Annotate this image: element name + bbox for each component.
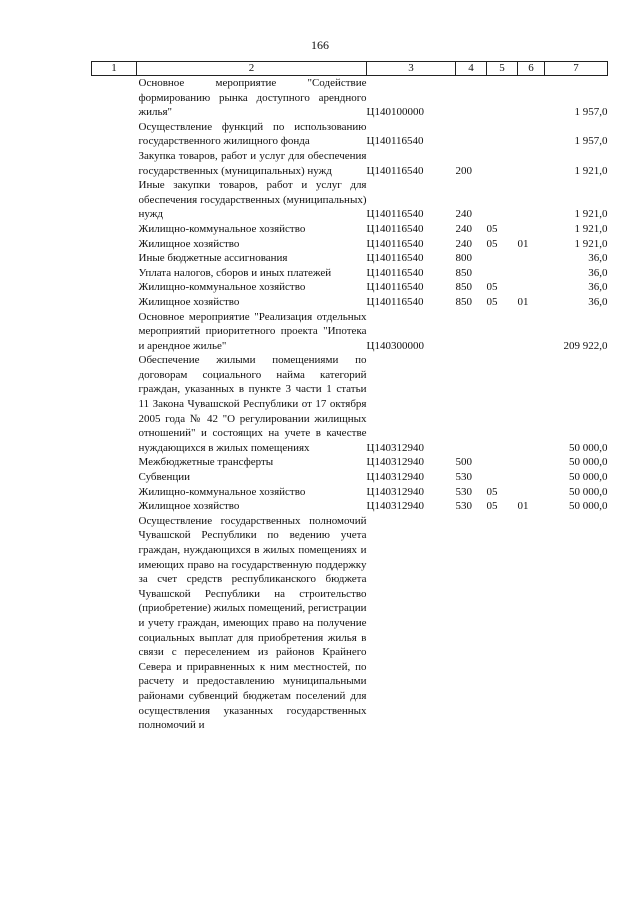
item-name-cell xyxy=(137,266,367,281)
item-name-cell xyxy=(137,237,367,252)
section-cell xyxy=(487,310,518,354)
item-name-text: Осуществление государственных полномочий Чувашской Республики по ведению учета граждан, нуждающихся в жилых помещениях и имеющих право на государственную поддержку за счет средств республиканского бюджета Чувашской Республики на строительство (приобретение) жилых помещений, регистрации и учету граждан, имеющих право на получение социальных выплат для приобретения жилья в связи с переселением из районов Крайнего Севера и приравненных к ним местностей, по расчету и предоставлению муниципальными районами субвенций бюджетам поселений для осуществления указанных государственных полномочий и xyxy=(138,514,367,732)
expense-type-cell: 500 xyxy=(455,456,472,469)
subsection-cell xyxy=(518,251,545,266)
item-name-cell xyxy=(137,251,367,266)
row-number-cell xyxy=(92,280,137,295)
subsection-cell xyxy=(518,149,545,178)
budget-table xyxy=(91,61,608,733)
row-number-cell xyxy=(92,120,137,149)
amount-cell: 36,0 xyxy=(588,281,608,294)
expense-type-cell xyxy=(456,514,487,733)
table-row xyxy=(92,353,608,455)
target-code-cell: Ц140116540 xyxy=(366,237,424,250)
amount-cell: 36,0 xyxy=(588,266,608,279)
target-code-cell: Ц140312940 xyxy=(366,456,424,469)
section-cell xyxy=(487,266,518,281)
row-number-cell xyxy=(92,295,137,310)
target-code-cell: Ц140312940 xyxy=(366,441,424,454)
section-cell: 05 xyxy=(486,222,498,235)
item-name-cell xyxy=(137,499,367,514)
subsection-cell: 01 xyxy=(517,237,529,250)
expense-type-cell: 240 xyxy=(455,208,472,221)
subsection-cell xyxy=(518,280,545,295)
section-cell xyxy=(487,178,518,222)
item-name-text: Осуществление функций по использованию государственного жилищного фонда xyxy=(138,120,367,148)
table-row xyxy=(92,310,608,354)
subsection-cell xyxy=(518,353,545,455)
expense-type-cell xyxy=(456,353,487,455)
table-body xyxy=(92,76,608,733)
subsection-cell xyxy=(518,178,545,222)
item-name-text: Жилищно-коммунальное хозяйство xyxy=(138,485,306,498)
subsection-cell: 01 xyxy=(517,295,529,308)
row-number-cell xyxy=(92,266,137,281)
subsection-cell xyxy=(518,310,545,354)
subsection-cell xyxy=(518,514,545,733)
section-cell xyxy=(487,455,518,470)
table-row xyxy=(92,222,608,237)
amount-cell: 1 921,0 xyxy=(574,164,608,177)
item-name-cell xyxy=(137,76,367,120)
header-col-7: 7 xyxy=(545,62,608,76)
header-col-5: 5 xyxy=(487,62,518,76)
item-name-text: Основное мероприятие "Содействие формированию рынка доступного арендного жилья" xyxy=(138,77,367,119)
item-name-cell xyxy=(137,295,367,310)
item-name-cell xyxy=(137,470,367,485)
table-row xyxy=(92,251,608,266)
table-row xyxy=(92,455,608,470)
item-name-cell xyxy=(137,178,367,222)
item-name-text: Обеспечение жилыми помещениями по договорам социального найма категорий граждан, указанных в пункте 3 части 1 статьи 11 Закона Чувашской Республики от 17 октября 2005 года № 42 "О регулировании жилищных отношений" и состоящих на учете в качестве нуждающихся в жилых помещениях xyxy=(138,354,367,454)
target-code-cell: Ц140100000 xyxy=(366,106,424,119)
target-code-cell: Ц140312940 xyxy=(366,471,424,484)
row-number-cell xyxy=(92,251,137,266)
expense-type-cell: 530 xyxy=(455,500,472,513)
row-number-cell xyxy=(92,222,137,237)
target-code-cell: Ц140312940 xyxy=(366,500,424,513)
subsection-cell xyxy=(518,485,545,500)
item-name-text: Межбюджетные трансферты xyxy=(138,456,274,469)
row-number-cell xyxy=(92,455,137,470)
item-name-cell xyxy=(137,353,367,455)
item-name-cell xyxy=(137,280,367,295)
amount-cell: 1 921,0 xyxy=(574,237,608,250)
table-row xyxy=(92,499,608,514)
table-row xyxy=(92,266,608,281)
item-name-text: Иные закупки товаров, работ и услуг для обеспечения государственных (муниципальных) нужд xyxy=(138,179,367,221)
amount-cell: 1 957,0 xyxy=(574,106,608,119)
subsection-cell: 01 xyxy=(517,500,529,513)
item-name-text: Жилищное хозяйство xyxy=(138,500,240,513)
section-cell: 05 xyxy=(486,237,498,250)
table-row xyxy=(92,485,608,500)
header-col-4: 4 xyxy=(456,62,487,76)
row-number-cell xyxy=(92,149,137,178)
row-number-cell xyxy=(92,237,137,252)
expense-type-cell: 530 xyxy=(455,471,472,484)
subsection-cell xyxy=(518,455,545,470)
item-name-text: Жилищное хозяйство xyxy=(138,237,240,250)
item-name-cell xyxy=(137,222,367,237)
item-name-cell xyxy=(137,120,367,149)
item-name-text: Жилищно-коммунальное хозяйство xyxy=(138,281,306,294)
expense-type-cell: 800 xyxy=(455,252,472,265)
amount-cell: 36,0 xyxy=(588,252,608,265)
target-code-cell: Ц140300000 xyxy=(366,339,424,352)
section-cell xyxy=(487,353,518,455)
row-number-cell xyxy=(92,514,137,733)
table-row xyxy=(92,280,608,295)
table-row xyxy=(92,120,608,149)
item-name-cell xyxy=(137,149,367,178)
target-code-cell: Ц140116540 xyxy=(366,164,424,177)
amount-cell: 50 000,0 xyxy=(569,485,608,498)
section-cell xyxy=(487,76,518,120)
amount-cell: 50 000,0 xyxy=(569,456,608,469)
section-cell xyxy=(487,120,518,149)
amount-cell: 50 000,0 xyxy=(569,441,608,454)
amount-cell: 1 957,0 xyxy=(574,135,608,148)
item-name-cell xyxy=(137,514,367,733)
amount-cell: 1 921,0 xyxy=(574,208,608,221)
target-code-cell: Ц140116540 xyxy=(366,252,424,265)
item-name-text: Закупка товаров, работ и услуг для обеспечения государственных (муниципальных) нужд xyxy=(138,149,367,177)
item-name-cell xyxy=(137,310,367,354)
header-col-1: 1 xyxy=(92,62,137,76)
row-number-cell xyxy=(92,470,137,485)
section-cell: 05 xyxy=(486,295,498,308)
target-code-cell: Ц140312940 xyxy=(366,485,424,498)
amount-cell: 50 000,0 xyxy=(569,471,608,484)
item-name-text: Основное мероприятие "Реализация отдельных мероприятий приоритетного проекта "Ипотека и арендное жилье" xyxy=(138,310,367,352)
item-name-cell xyxy=(137,485,367,500)
section-cell: 05 xyxy=(486,500,498,513)
item-name-text: Жилищное хозяйство xyxy=(138,295,240,308)
row-number-cell xyxy=(92,178,137,222)
amount-cell: 50 000,0 xyxy=(569,500,608,513)
table-row xyxy=(92,514,608,733)
header-col-3: 3 xyxy=(367,62,456,76)
expense-type-cell: 850 xyxy=(455,266,472,279)
row-number-cell xyxy=(92,310,137,354)
target-code-cell: Ц140116540 xyxy=(366,208,424,221)
item-name-text: Субвенции xyxy=(138,471,191,484)
item-name-text: Уплата налогов, сборов и иных платежей xyxy=(138,266,332,279)
expense-type-cell: 850 xyxy=(455,295,472,308)
target-code-cell: Ц140116540 xyxy=(366,266,424,279)
expense-type-cell: 200 xyxy=(455,164,472,177)
table-row xyxy=(92,295,608,310)
section-cell: 05 xyxy=(486,281,498,294)
section-cell xyxy=(487,251,518,266)
expense-type-cell: 850 xyxy=(455,281,472,294)
table-row xyxy=(92,237,608,252)
subsection-cell xyxy=(518,266,545,281)
row-number-cell xyxy=(92,499,137,514)
section-cell xyxy=(487,470,518,485)
item-name-text: Жилищно-коммунальное хозяйство xyxy=(138,222,306,235)
subsection-cell xyxy=(518,120,545,149)
table-header-row xyxy=(92,62,608,76)
expense-type-cell xyxy=(456,120,487,149)
item-name-text: Иные бюджетные ассигнования xyxy=(138,252,288,265)
table-row xyxy=(92,470,608,485)
amount-cell: 209 922,0 xyxy=(563,339,608,352)
table-row xyxy=(92,76,608,120)
target-code-cell: Ц140116540 xyxy=(366,222,424,235)
section-cell xyxy=(487,514,518,733)
expense-type-cell xyxy=(456,76,487,120)
item-name-cell xyxy=(137,455,367,470)
expense-type-cell: 240 xyxy=(455,222,472,235)
section-cell xyxy=(487,149,518,178)
expense-type-cell: 240 xyxy=(455,237,472,250)
target-code-cell: Ц140116540 xyxy=(366,135,424,148)
target-code-cell xyxy=(367,514,456,733)
row-number-cell xyxy=(92,485,137,500)
amount-cell xyxy=(545,514,608,733)
table-row xyxy=(92,178,608,222)
subsection-cell xyxy=(518,222,545,237)
row-number-cell xyxy=(92,353,137,455)
header-col-2: 2 xyxy=(137,62,367,76)
row-number-cell xyxy=(92,76,137,120)
expense-type-cell: 530 xyxy=(455,485,472,498)
amount-cell: 36,0 xyxy=(588,295,608,308)
header-col-6: 6 xyxy=(518,62,545,76)
table-row xyxy=(92,149,608,178)
subsection-cell xyxy=(518,470,545,485)
page-number: 166 xyxy=(311,38,329,52)
expense-type-cell xyxy=(456,310,487,354)
amount-cell: 1 921,0 xyxy=(574,222,608,235)
target-code-cell: Ц140116540 xyxy=(366,295,424,308)
section-cell: 05 xyxy=(486,485,498,498)
subsection-cell xyxy=(518,76,545,120)
target-code-cell: Ц140116540 xyxy=(366,281,424,294)
